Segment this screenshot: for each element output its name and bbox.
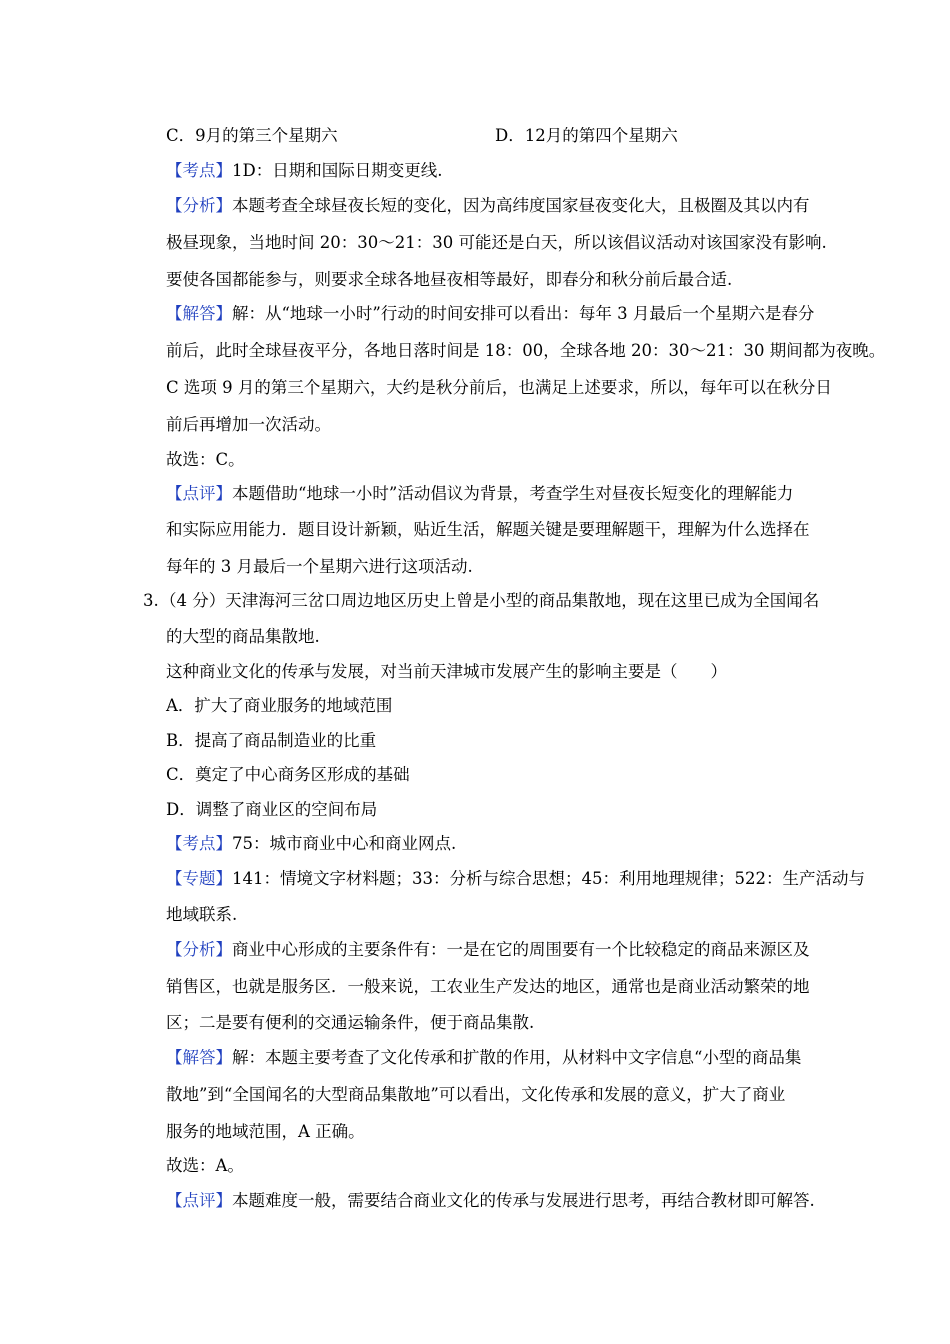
jieda-line: 解：本题主要考查了文化传承和扩散的作用，从材料中文字信息“小型的商品集 bbox=[232, 1048, 802, 1067]
fenxi-line: 要使各国都能参与，则要求全球各地昼夜相等最好，即春分和秋分前后最合适. bbox=[166, 270, 733, 289]
question-number: 3. bbox=[143, 591, 159, 610]
zhuanti-row bbox=[166, 869, 865, 889]
kaodian-row bbox=[166, 834, 456, 854]
fenxi-row bbox=[166, 196, 810, 216]
question-stem: （4 分）天津海河三岔口周边地区历史上曾是小型的商品集散地，现在这里已成为全国闻名 bbox=[160, 591, 820, 610]
fenxi-line: 销售区，也就是服务区．一般来说，工农业生产发达的地区，通常也是商业活动繁荣的地 bbox=[166, 977, 810, 996]
jieda-line: 前后，此时全球昼夜平分，各地日落时间是 18：00，全球各地 20：30～21：30 期间都为夜晚。 bbox=[166, 341, 886, 360]
dianping-line: 每年的 3 月最后一个星期六进行这项活动. bbox=[166, 557, 473, 576]
dianping-line: 本题难度一般，需要结合商业文化的传承与发展进行思考，再结合教材即可解答. bbox=[232, 1191, 815, 1210]
zhuanti-tag: 【专题】 bbox=[166, 869, 232, 888]
fenxi-line: 商业中心形成的主要条件有：一是在它的周围要有一个比较稳定的商品来源区及 bbox=[232, 940, 810, 959]
dianping-line: 本题借助“地球一小时”活动倡议为背景，考查学生对昼夜长短变化的理解能力 bbox=[232, 484, 794, 503]
option-c: C．奠定了中心商务区形成的基础 bbox=[166, 765, 410, 784]
jieda-line: 解：从“地球一小时”行动的时间安排可以看出：每年 3 月最后一个星期六是春分 bbox=[232, 304, 815, 323]
jieda-row bbox=[166, 1048, 801, 1068]
fenxi-line: 本题考查全球昼夜长短的变化，因为高纬度国家昼夜变化大，且极圈及其以内有 bbox=[232, 196, 810, 215]
kaodian-row bbox=[166, 161, 442, 181]
kaodian-text: 1D：日期和国际日期变更线. bbox=[232, 161, 443, 180]
fenxi-tag: 【分析】 bbox=[166, 940, 232, 959]
question-prompt: 这种商业文化的传承与发展，对当前天津城市发展产生的影响主要是（ ） bbox=[166, 662, 727, 681]
jieda-line: 服务的地域范围，A 正确。 bbox=[166, 1122, 365, 1141]
kaodian-tag: 【考点】 bbox=[166, 161, 232, 180]
fenxi-line: 极昼现象，当地时间 20：30～21：30 可能还是白天，所以该倡议活动对该国家没有影响. bbox=[166, 233, 827, 252]
question-stem: 的大型的商品集散地. bbox=[166, 627, 320, 646]
zhuanti-line: 地域联系. bbox=[166, 905, 238, 924]
dianping-row bbox=[166, 484, 793, 504]
kaodian-tag: 【考点】 bbox=[166, 834, 232, 853]
jieda-line: 散地”到“全国闻名的大型商品集散地”可以看出，文化传承和发展的意义，扩大了商业 bbox=[166, 1085, 786, 1104]
jieda-row bbox=[166, 304, 814, 324]
option-d: D．12月的第四个星期六 bbox=[495, 126, 678, 145]
dianping-row bbox=[166, 1191, 815, 1211]
option-b: B．提高了商品制造业的比重 bbox=[166, 731, 377, 750]
dianping-line: 和实际应用能力．题目设计新颖，贴近生活，解题关键是要理解题干，理解为什么选择在 bbox=[166, 520, 810, 539]
option-c: C．9月的第三个星期六 bbox=[166, 126, 338, 145]
dianping-tag: 【点评】 bbox=[166, 1191, 232, 1210]
zhuanti-line: 141：情境文字材料题；33：分析与综合思想；45：利用地理规律；522：生产活动与 bbox=[232, 869, 865, 888]
fenxi-tag: 【分析】 bbox=[166, 196, 232, 215]
jieda-tag: 【解答】 bbox=[166, 304, 232, 323]
answer: 故选：C。 bbox=[166, 450, 245, 469]
fenxi-row bbox=[166, 940, 810, 960]
jieda-line: C 选项 9 月的第三个星期六，大约是秋分前后，也满足上述要求，所以，每年可以在秋分日 bbox=[166, 378, 832, 397]
option-d: D．调整了商业区的空间布局 bbox=[166, 800, 378, 819]
answer: 故选：A。 bbox=[166, 1156, 244, 1175]
option-a: A．扩大了商业服务的地域范围 bbox=[166, 696, 393, 715]
fenxi-line: 区；二是要有便利的交通运输条件，便于商品集散. bbox=[166, 1013, 535, 1032]
dianping-tag: 【点评】 bbox=[166, 484, 232, 503]
kaodian-text: 75：城市商业中心和商业网点. bbox=[232, 834, 457, 853]
jieda-line: 前后再增加一次活动。 bbox=[166, 415, 331, 434]
jieda-tag: 【解答】 bbox=[166, 1048, 232, 1067]
